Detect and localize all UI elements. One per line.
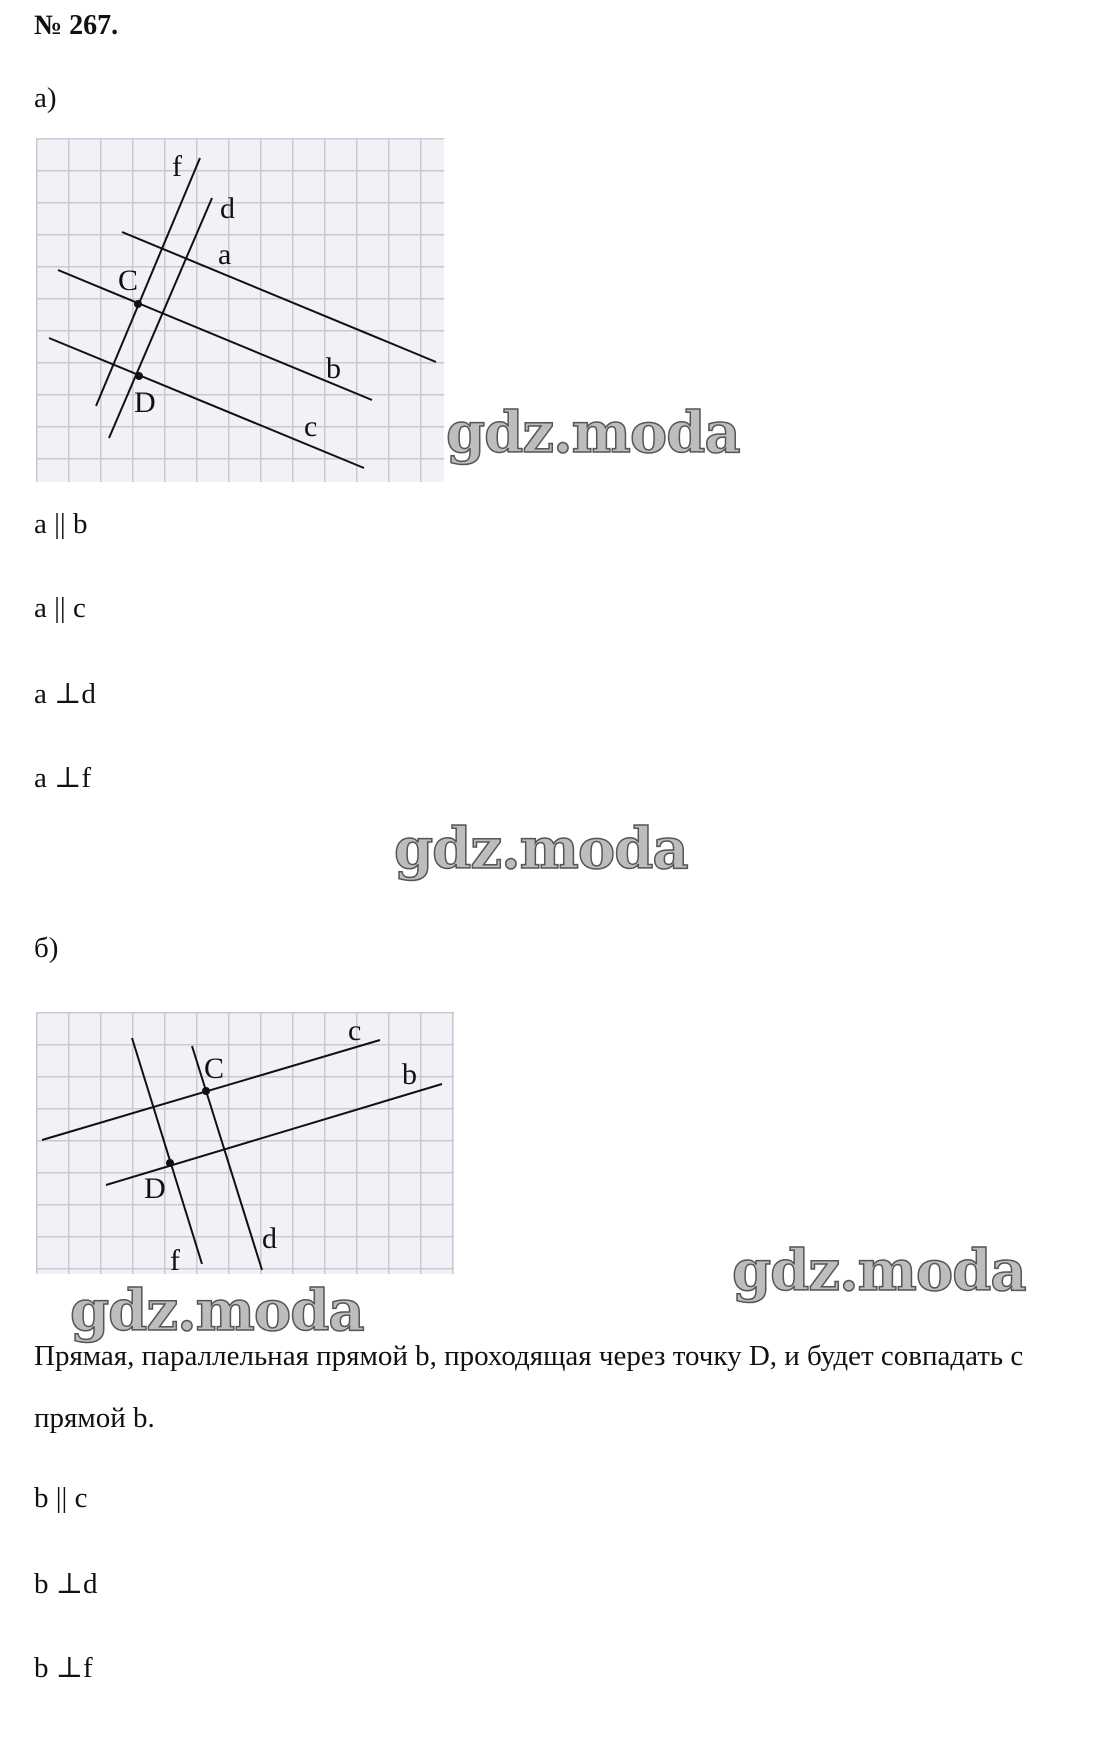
label-a: a bbox=[218, 238, 232, 271]
label-c: c bbox=[304, 410, 318, 443]
label-c: c bbox=[348, 1014, 362, 1047]
statement-a-4: a ⊥f bbox=[34, 762, 92, 794]
statement-b-3: b ⊥f bbox=[34, 1652, 93, 1684]
point-c bbox=[134, 300, 142, 308]
point-c bbox=[202, 1087, 210, 1095]
point-d bbox=[166, 1159, 174, 1167]
line-b bbox=[58, 270, 372, 400]
watermark: gdz.moda bbox=[394, 816, 688, 882]
explanation-paragraph: Прямая, параллельная прямой b, проходящая через точку D, и будет совпадать с прямой b. bbox=[34, 1340, 1024, 1434]
label-f: f bbox=[172, 150, 182, 183]
figure-a-drawing bbox=[36, 138, 444, 482]
label-b: b bbox=[402, 1058, 417, 1091]
problem-number: № 267. bbox=[34, 10, 119, 41]
watermark: gdz.moda bbox=[732, 1238, 1026, 1304]
statement-b-2: b ⊥d bbox=[34, 1568, 98, 1600]
line-f bbox=[132, 1038, 202, 1264]
label-c-point: C bbox=[118, 264, 139, 297]
label-c-point: C bbox=[204, 1052, 225, 1085]
line-d bbox=[192, 1046, 262, 1270]
statement-a-1: a || b bbox=[34, 508, 88, 540]
label-d: d bbox=[220, 192, 235, 225]
statement-b-1: b || c bbox=[34, 1482, 88, 1514]
line-f bbox=[96, 158, 200, 406]
figure-b-drawing bbox=[36, 1012, 454, 1277]
label-d: d bbox=[262, 1222, 277, 1255]
label-f: f bbox=[170, 1244, 180, 1277]
part-a-label: а) bbox=[34, 82, 57, 114]
label-d-point: D bbox=[134, 386, 156, 419]
figure-b bbox=[36, 1012, 454, 1277]
figure-a bbox=[36, 138, 444, 482]
statement-a-3: a ⊥d bbox=[34, 678, 96, 710]
label-d-point: D bbox=[144, 1172, 166, 1205]
point-d bbox=[135, 372, 143, 380]
statement-a-2: a || c bbox=[34, 592, 86, 624]
line-b bbox=[106, 1084, 442, 1185]
part-b-label: б) bbox=[34, 932, 59, 964]
watermark: gdz.moda bbox=[446, 400, 740, 466]
label-b: b bbox=[326, 352, 341, 385]
watermark: gdz.moda bbox=[70, 1278, 364, 1344]
